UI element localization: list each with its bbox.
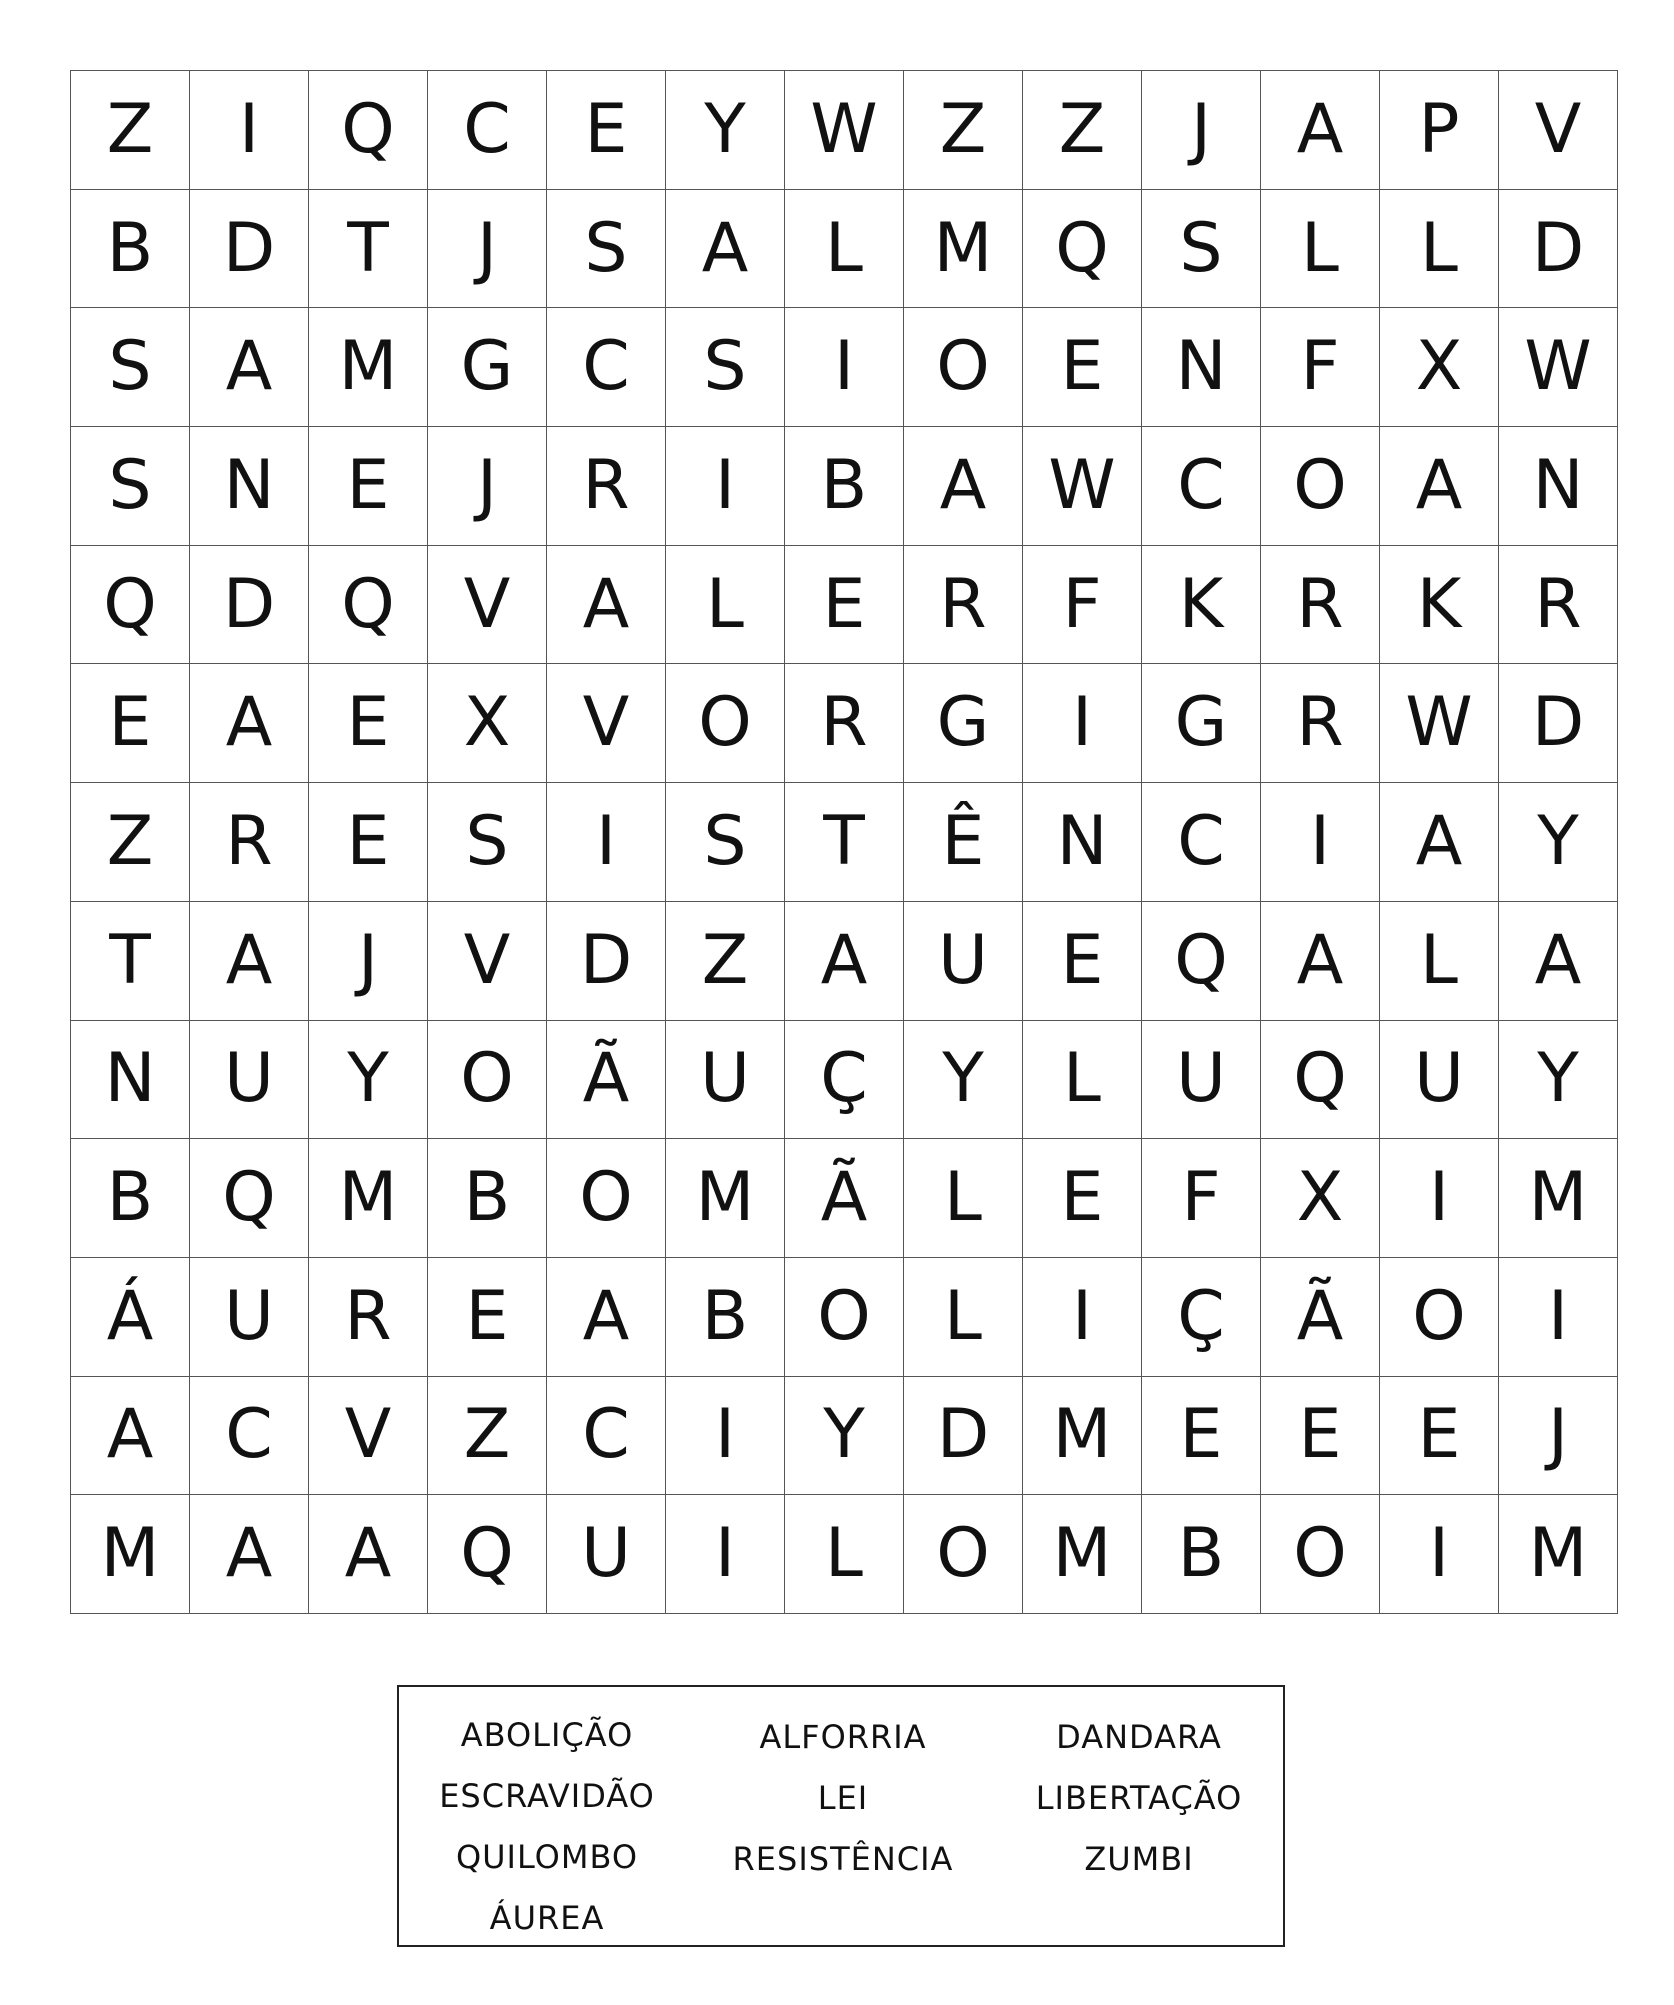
grid-cell[interactable]: O xyxy=(547,1139,666,1258)
grid-cell[interactable]: S xyxy=(666,308,785,427)
grid-cell[interactable]: I xyxy=(1380,1139,1499,1258)
grid-cell[interactable]: Y xyxy=(666,71,785,190)
grid-cell[interactable]: L xyxy=(1023,1020,1142,1139)
grid-cell[interactable]: E xyxy=(309,664,428,783)
grid-cell[interactable]: Q xyxy=(1023,189,1142,308)
grid-cell[interactable]: R xyxy=(309,1257,428,1376)
grid-cell[interactable]: L xyxy=(1380,901,1499,1020)
grid-cell[interactable]: Y xyxy=(309,1020,428,1139)
grid-cell[interactable]: R xyxy=(1261,545,1380,664)
grid-cell[interactable]: Z xyxy=(1023,71,1142,190)
grid-cell[interactable]: Ã xyxy=(1261,1257,1380,1376)
grid-cell[interactable]: A xyxy=(1261,71,1380,190)
grid-cell[interactable]: A xyxy=(190,308,309,427)
grid-cell[interactable]: I xyxy=(666,1376,785,1495)
grid-cell[interactable]: S xyxy=(71,427,190,546)
grid-cell[interactable]: R xyxy=(785,664,904,783)
grid-row xyxy=(71,1376,1618,1495)
grid-cell[interactable]: A xyxy=(785,901,904,1020)
grid-cell[interactable]: L xyxy=(1380,189,1499,308)
grid-cell[interactable]: M xyxy=(666,1139,785,1258)
grid-row xyxy=(71,901,1618,1020)
grid-row xyxy=(71,1495,1618,1614)
grid-cell[interactable]: F xyxy=(1023,545,1142,664)
grid-cell[interactable]: O xyxy=(1261,427,1380,546)
grid-cell[interactable]: D xyxy=(190,189,309,308)
grid-cell[interactable]: M xyxy=(904,189,1023,308)
grid-row xyxy=(71,664,1618,783)
grid-cell[interactable]: U xyxy=(1142,1020,1261,1139)
word-list-item: ALFORRIA xyxy=(759,1718,927,1756)
grid-row xyxy=(71,1139,1618,1258)
grid-cell[interactable]: O xyxy=(1261,1495,1380,1614)
grid-cell[interactable]: A xyxy=(190,901,309,1020)
grid-cell[interactable]: P xyxy=(1380,71,1499,190)
grid-cell[interactable]: O xyxy=(904,308,1023,427)
grid-cell[interactable]: A xyxy=(1380,427,1499,546)
word-list-item: ESCRAVIDÃO xyxy=(439,1777,655,1815)
grid-cell[interactable]: N xyxy=(1499,427,1618,546)
word-list-item: LIBERTAÇÃO xyxy=(1035,1779,1243,1817)
grid-cell[interactable]: B xyxy=(1142,1495,1261,1614)
grid-cell[interactable]: B xyxy=(785,427,904,546)
grid-cell[interactable]: I xyxy=(785,308,904,427)
grid-cell[interactable]: B xyxy=(71,1139,190,1258)
grid-cell[interactable]: J xyxy=(428,189,547,308)
grid-cell[interactable]: M xyxy=(71,1495,190,1614)
grid-cell[interactable]: W xyxy=(1499,308,1618,427)
grid-cell[interactable]: I xyxy=(1023,664,1142,783)
grid-cell[interactable]: L xyxy=(904,1139,1023,1258)
grid-cell[interactable]: J xyxy=(1142,71,1261,190)
grid-cell[interactable]: S xyxy=(666,783,785,902)
grid-cell[interactable]: A xyxy=(547,545,666,664)
grid-cell[interactable]: L xyxy=(785,1495,904,1614)
grid-cell[interactable]: Q xyxy=(1142,901,1261,1020)
grid-cell[interactable]: E xyxy=(547,71,666,190)
grid-cell[interactable]: R xyxy=(1499,545,1618,664)
grid-row xyxy=(71,1257,1618,1376)
grid-cell[interactable]: Q xyxy=(71,545,190,664)
grid-cell[interactable]: Z xyxy=(71,783,190,902)
grid-cell[interactable]: K xyxy=(1142,545,1261,664)
grid-cell[interactable]: E xyxy=(1023,901,1142,1020)
grid-row xyxy=(71,783,1618,902)
grid-row xyxy=(71,71,1618,190)
word-list-item: ABOLIÇÃO xyxy=(460,1716,634,1754)
grid-cell[interactable]: I xyxy=(1499,1257,1618,1376)
grid-cell[interactable]: X xyxy=(1261,1139,1380,1258)
grid-cell[interactable]: R xyxy=(190,783,309,902)
grid-cell[interactable]: O xyxy=(1380,1257,1499,1376)
grid-cell[interactable]: E xyxy=(309,427,428,546)
grid-cell[interactable]: R xyxy=(904,545,1023,664)
grid-row xyxy=(71,427,1618,546)
grid-cell[interactable]: T xyxy=(785,783,904,902)
grid-cell[interactable]: V xyxy=(309,1376,428,1495)
grid-cell[interactable]: A xyxy=(666,189,785,308)
word-list-item: ÁUREA xyxy=(489,1899,605,1937)
grid-cell[interactable]: M xyxy=(309,308,428,427)
grid-cell[interactable]: W xyxy=(1023,427,1142,546)
grid-cell[interactable]: C xyxy=(1142,783,1261,902)
grid-cell[interactable]: Ç xyxy=(1142,1257,1261,1376)
grid-cell[interactable]: A xyxy=(190,664,309,783)
grid-cell[interactable]: N xyxy=(190,427,309,546)
grid-body xyxy=(71,71,1618,1614)
grid-cell[interactable]: N xyxy=(71,1020,190,1139)
grid-cell[interactable]: E xyxy=(1023,1139,1142,1258)
grid-cell[interactable]: D xyxy=(547,901,666,1020)
grid-cell[interactable]: A xyxy=(904,427,1023,546)
grid-cell[interactable]: O xyxy=(428,1020,547,1139)
grid-cell[interactable]: E xyxy=(71,664,190,783)
grid-cell[interactable]: Y xyxy=(1499,783,1618,902)
grid-cell[interactable]: Y xyxy=(785,1376,904,1495)
grid-cell[interactable]: I xyxy=(547,783,666,902)
word-list-item: LEI xyxy=(817,1779,869,1817)
grid-cell[interactable]: E xyxy=(1142,1376,1261,1495)
grid-cell[interactable]: A xyxy=(1380,783,1499,902)
grid-cell[interactable]: E xyxy=(428,1257,547,1376)
grid-cell[interactable]: E xyxy=(1261,1376,1380,1495)
grid-cell[interactable]: Ã xyxy=(785,1139,904,1258)
grid-cell[interactable]: T xyxy=(309,189,428,308)
grid-cell[interactable]: E xyxy=(785,545,904,664)
word-list-item: DANDARA xyxy=(1056,1718,1222,1756)
grid-cell[interactable]: R xyxy=(1261,664,1380,783)
grid-cell[interactable]: C xyxy=(428,71,547,190)
grid-cell[interactable]: I xyxy=(1380,1495,1499,1614)
grid-cell[interactable]: I xyxy=(190,71,309,190)
grid-cell[interactable]: U xyxy=(904,901,1023,1020)
grid-cell[interactable]: Q xyxy=(309,71,428,190)
grid-cell[interactable]: M xyxy=(1499,1139,1618,1258)
grid-cell[interactable]: L xyxy=(785,189,904,308)
grid-cell[interactable]: Y xyxy=(1499,1020,1618,1139)
grid-cell[interactable]: M xyxy=(1499,1495,1618,1614)
grid-cell[interactable]: B xyxy=(428,1139,547,1258)
word-list-column-2 xyxy=(695,1707,991,1890)
grid-cell[interactable]: T xyxy=(71,901,190,1020)
grid-cell[interactable]: I xyxy=(666,427,785,546)
grid-cell[interactable]: V xyxy=(428,545,547,664)
grid-row xyxy=(71,189,1618,308)
grid-cell[interactable]: D xyxy=(904,1376,1023,1495)
grid-cell[interactable]: G xyxy=(904,664,1023,783)
grid-cell[interactable]: N xyxy=(1142,308,1261,427)
grid-cell[interactable]: X xyxy=(428,664,547,783)
grid-cell[interactable]: G xyxy=(428,308,547,427)
grid-cell[interactable]: S xyxy=(428,783,547,902)
grid-cell[interactable]: U xyxy=(190,1020,309,1139)
grid-cell[interactable]: S xyxy=(547,189,666,308)
grid-row xyxy=(71,545,1618,664)
word-list-column-3 xyxy=(991,1707,1287,1890)
grid-cell[interactable]: J xyxy=(428,427,547,546)
grid-cell[interactable]: S xyxy=(71,308,190,427)
grid-cell[interactable]: L xyxy=(1261,189,1380,308)
grid-cell[interactable]: R xyxy=(547,427,666,546)
grid-cell[interactable]: E xyxy=(1023,308,1142,427)
grid-cell[interactable]: L xyxy=(904,1257,1023,1376)
grid-cell[interactable]: A xyxy=(309,1495,428,1614)
grid-cell[interactable]: C xyxy=(190,1376,309,1495)
grid-row xyxy=(71,308,1618,427)
word-search-grid xyxy=(70,70,1618,1614)
grid-cell[interactable]: Á xyxy=(71,1257,190,1376)
grid-cell[interactable]: Y xyxy=(904,1020,1023,1139)
grid-cell[interactable]: L xyxy=(666,545,785,664)
grid-cell[interactable]: D xyxy=(190,545,309,664)
grid-cell[interactable]: Z xyxy=(666,901,785,1020)
grid-row xyxy=(71,1020,1618,1139)
word-list-item: ZUMBI xyxy=(1084,1840,1194,1878)
grid-cell[interactable]: O xyxy=(785,1257,904,1376)
grid-cell[interactable]: Z xyxy=(428,1376,547,1495)
grid-cell[interactable]: B xyxy=(71,189,190,308)
grid-cell[interactable]: Ç xyxy=(785,1020,904,1139)
grid-cell[interactable]: O xyxy=(904,1495,1023,1614)
grid-cell[interactable]: A xyxy=(1261,901,1380,1020)
grid-cell[interactable]: F xyxy=(1142,1139,1261,1258)
grid-cell[interactable]: C xyxy=(547,1376,666,1495)
grid-cell[interactable]: Q xyxy=(428,1495,547,1614)
grid-cell[interactable]: J xyxy=(1499,1376,1618,1495)
grid-cell[interactable]: U xyxy=(666,1020,785,1139)
word-list-item: QUILOMBO xyxy=(455,1838,639,1876)
grid-cell[interactable]: Z xyxy=(71,71,190,190)
grid-cell[interactable]: G xyxy=(1142,664,1261,783)
grid-cell[interactable]: V xyxy=(428,901,547,1020)
grid-cell[interactable]: Q xyxy=(309,545,428,664)
grid-cell[interactable]: A xyxy=(71,1376,190,1495)
grid-cell[interactable]: E xyxy=(309,783,428,902)
grid-cell[interactable]: A xyxy=(547,1257,666,1376)
grid-cell[interactable]: U xyxy=(547,1495,666,1614)
grid-cell[interactable]: N xyxy=(1023,783,1142,902)
grid-cell[interactable]: Z xyxy=(904,71,1023,190)
grid-cell[interactable]: M xyxy=(1023,1376,1142,1495)
word-list-column-1 xyxy=(399,1705,695,1949)
grid-cell[interactable]: B xyxy=(666,1257,785,1376)
grid-cell[interactable]: K xyxy=(1380,545,1499,664)
grid-cell[interactable]: I xyxy=(1023,1257,1142,1376)
grid-cell[interactable]: C xyxy=(547,308,666,427)
grid-cell[interactable]: V xyxy=(1499,71,1618,190)
grid-cell[interactable]: A xyxy=(1499,901,1618,1020)
grid-cell[interactable]: E xyxy=(1380,1376,1499,1495)
grid-cell[interactable]: Ã xyxy=(547,1020,666,1139)
grid-cell[interactable]: D xyxy=(1499,189,1618,308)
grid-cell[interactable]: M xyxy=(309,1139,428,1258)
grid-cell[interactable]: Q xyxy=(1261,1020,1380,1139)
grid-cell[interactable]: M xyxy=(1023,1495,1142,1614)
grid-cell[interactable]: Q xyxy=(190,1139,309,1258)
grid-cell[interactable]: D xyxy=(1499,664,1618,783)
grid-cell[interactable]: A xyxy=(190,1495,309,1614)
grid-cell[interactable]: O xyxy=(666,664,785,783)
grid-cell[interactable]: V xyxy=(547,664,666,783)
grid-cell[interactable]: J xyxy=(309,901,428,1020)
grid-cell[interactable]: S xyxy=(1142,189,1261,308)
word-list-box xyxy=(397,1685,1285,1947)
grid-cell[interactable]: Ê xyxy=(904,783,1023,902)
grid-cell[interactable]: F xyxy=(1261,308,1380,427)
grid-cell[interactable]: W xyxy=(1380,664,1499,783)
grid-cell[interactable]: C xyxy=(1142,427,1261,546)
grid-cell[interactable]: U xyxy=(190,1257,309,1376)
grid-cell[interactable]: W xyxy=(785,71,904,190)
word-list-item: RESISTÊNCIA xyxy=(732,1840,954,1878)
grid-cell[interactable]: X xyxy=(1380,308,1499,427)
grid-cell[interactable]: I xyxy=(666,1495,785,1614)
grid-cell[interactable]: U xyxy=(1380,1020,1499,1139)
grid-cell[interactable]: I xyxy=(1261,783,1380,902)
